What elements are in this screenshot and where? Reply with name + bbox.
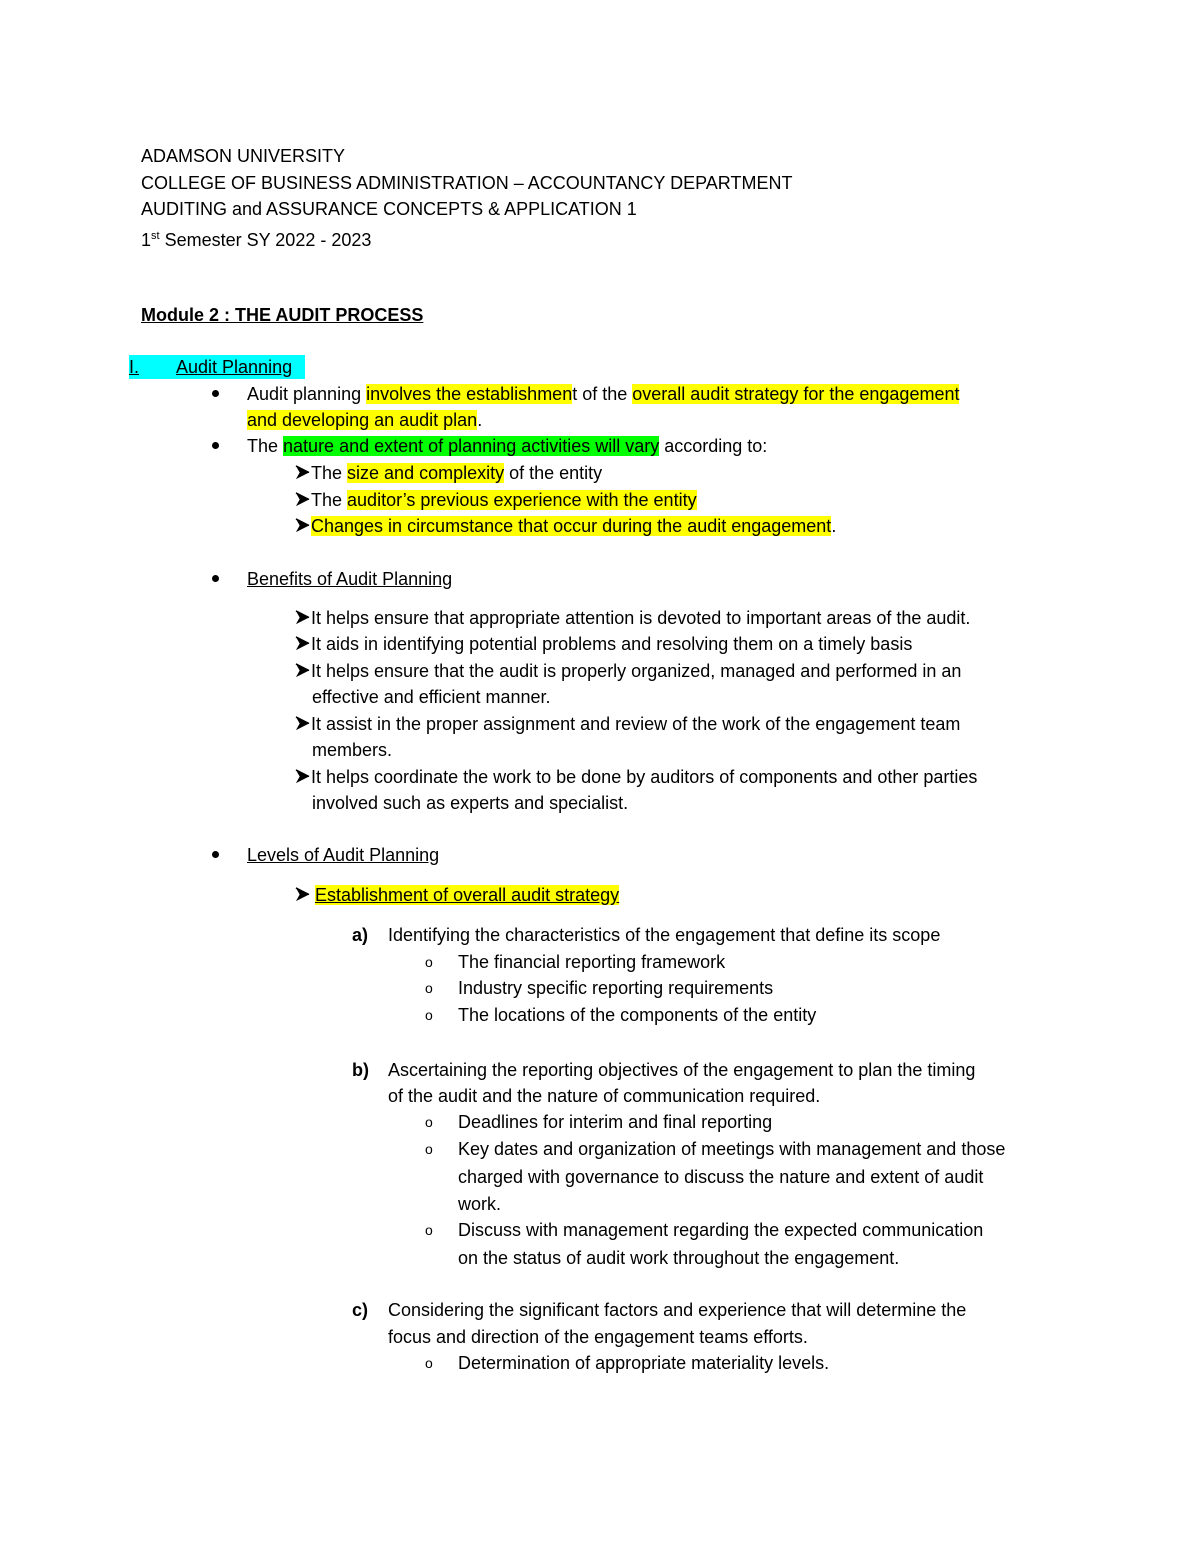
course-title: AUDITING and ASSURANCE CONCEPTS & APPLICATION 1 [141, 199, 637, 219]
module-title: Module 2 : THE AUDIT PROCESS [141, 305, 424, 325]
item-a-sub: Industry specific reporting requirements [458, 978, 774, 998]
university-name: ADAMSON UNIVERSITY [141, 146, 346, 166]
item-b-text-line2: of the audit and the nature of communication required. [388, 1086, 821, 1106]
variation-factor-changes: Changes in circumstance that occur during the audit engagement. [295, 514, 836, 538]
item-c-text-line2: focus and direction of the engagement teams efforts. [388, 1327, 808, 1347]
variation-factor-size: The size and complexity of the entity [295, 461, 602, 485]
bullet-icon [212, 390, 219, 397]
arrow-bullet-icon [295, 492, 310, 507]
circle-bullet-icon: o [425, 1007, 433, 1023]
variation-factor-experience: The auditor’s previous experience with the entity [295, 488, 697, 512]
bullet-icon [212, 851, 219, 858]
item-c-text-line1: Considering the significant factors and experience that will determine the [388, 1300, 967, 1320]
item-a-text: Identifying the characteristics of the engagement that define its scope [388, 925, 941, 945]
item-b-sub-continuation: work. [458, 1194, 502, 1214]
benefit-item: It helps ensure that the audit is properly organized, managed and performed in an [295, 659, 961, 683]
strategy-heading: Establishment of overall audit strategy [295, 883, 619, 907]
arrow-bullet-icon [295, 716, 310, 731]
arrow-bullet-icon [295, 518, 310, 533]
item-label-c: c) [352, 1300, 369, 1320]
benefit-item-continuation: members. [312, 740, 393, 760]
circle-bullet-icon: o [425, 1355, 433, 1371]
circle-bullet-icon: o [425, 1222, 433, 1238]
section-title: Audit Planning [176, 357, 293, 377]
bullet-icon [212, 442, 219, 449]
arrow-bullet-icon [295, 769, 310, 784]
bullet-icon [212, 575, 219, 582]
planning-definition-line1: Audit planning involves the establishment of the overall audit strategy for the engagement [247, 384, 960, 404]
item-b-sub-continuation: charged with governance to discuss the nature and extent of audit [458, 1167, 984, 1187]
arrow-bullet-icon [295, 887, 310, 902]
arrow-bullet-icon [295, 610, 310, 625]
benefit-item-continuation: involved such as experts and specialist. [312, 793, 629, 813]
item-a-sub: The locations of the components of the entity [458, 1005, 817, 1025]
arrow-bullet-icon [295, 636, 310, 651]
item-b-sub: Deadlines for interim and final reporting [458, 1112, 773, 1132]
semester-line [141, 224, 371, 252]
circle-bullet-icon: o [425, 1141, 433, 1157]
benefit-item: It assist in the proper assignment and review of the work of the engagement team [295, 712, 960, 736]
levels-heading: Levels of Audit Planning [247, 845, 440, 865]
item-b-sub: Key dates and organization of meetings with management and those [458, 1139, 1006, 1159]
item-b-sub-continuation: on the status of audit work throughout the engagement. [458, 1248, 900, 1268]
section-numeral: I. [129, 357, 140, 377]
item-b-text-line1: Ascertaining the reporting objectives of the engagement to plan the timing [388, 1060, 976, 1080]
arrow-bullet-icon [295, 663, 310, 678]
planning-definition-line2: and developing an audit plan. [247, 410, 483, 430]
benefit-item: It helps coordinate the work to be done by auditors of components and other parties [295, 765, 977, 789]
planning-variation-line: The nature and extent of planning activities will vary according to: [247, 436, 768, 456]
circle-bullet-icon: o [425, 980, 433, 996]
semester-number: 1 [141, 230, 152, 250]
benefit-item: It helps ensure that appropriate attention is devoted to important areas of the audit. [295, 606, 970, 630]
benefit-item-continuation: effective and efficient manner. [312, 687, 551, 707]
benefits-heading: Benefits of Audit Planning [247, 569, 453, 589]
item-label-a: a) [352, 925, 369, 945]
item-c-sub: Determination of appropriate materiality levels. [458, 1353, 830, 1373]
circle-bullet-icon: o [425, 954, 433, 970]
college-name: COLLEGE OF BUSINESS ADMINISTRATION – ACCOUNTANCY DEPARTMENT [141, 173, 793, 193]
arrow-bullet-icon [295, 465, 310, 480]
semester-superscript: st [151, 230, 160, 242]
benefit-item: It aids in identifying potential problems and resolving them on a timely basis [295, 632, 912, 656]
semester-text: Semester SY 2022 - 2023 [159, 230, 372, 250]
circle-bullet-icon: o [425, 1114, 433, 1130]
item-label-b: b) [352, 1060, 369, 1080]
item-b-sub: Discuss with management regarding the expected communication [458, 1220, 984, 1240]
item-a-sub: The financial reporting framework [458, 952, 726, 972]
